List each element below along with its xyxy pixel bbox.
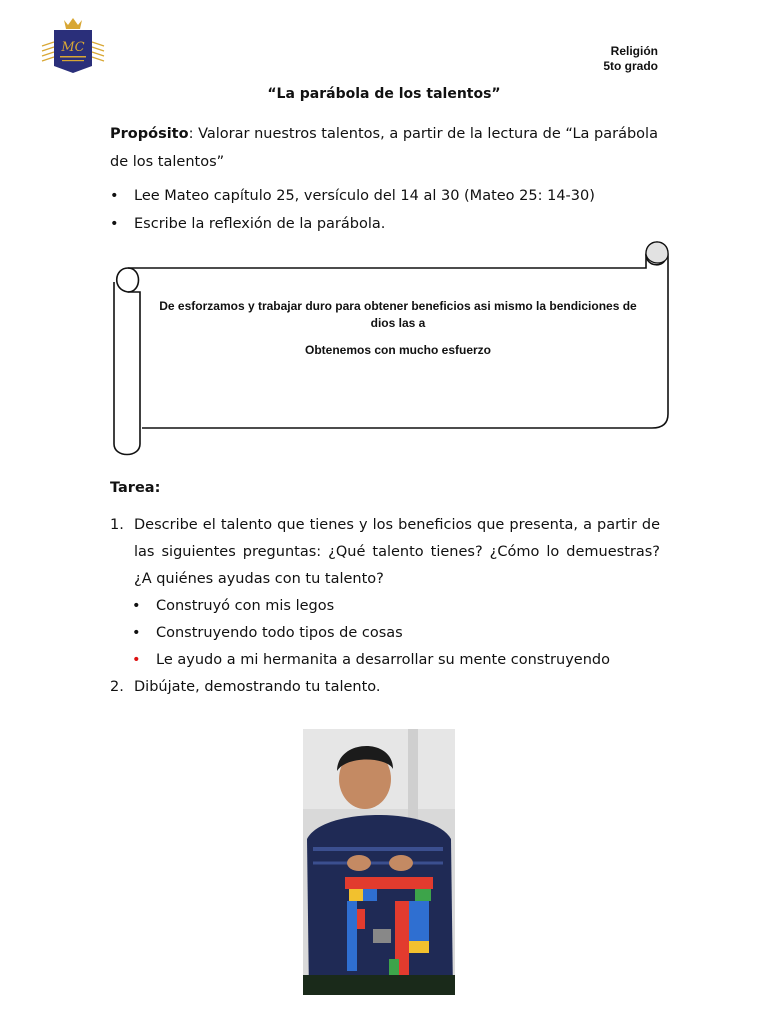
purpose-paragraph [110,120,660,176]
red-bullet-icon: • [132,652,141,668]
task-text: Describe el talento que tienes y los beneficios que presenta, a partir de las siguientes preguntas: ¿Qué talento tienes? ¿Cómo lo demuestras? ¿A quiénes ayudas con tu talento? [134,517,660,587]
task-number: 2. [110,679,124,695]
task-text: Dibújate, demostrando tu talento. [134,679,381,695]
task-item [110,512,660,593]
document-title: “La parábola de los talentos” [267,86,501,102]
instruction-list [110,182,670,238]
bullet-icon: • [132,598,141,614]
svg-text:MC: MC [61,40,85,55]
school-logo [40,16,106,76]
task-item [110,674,660,701]
instruction-item: • Escribe la reflexión de la parábola. [110,210,670,238]
task-number: 1. [110,517,124,533]
instruction-item: • Lee Mateo capítulo 25, versículo del 14 al 30 (Mateo 25: 14-30) [110,182,670,210]
header-info [603,44,658,74]
answer-item [110,647,660,674]
task-list [110,512,660,701]
reflection-text [150,298,646,359]
reflection-line: De esforzamos y trabajar duro para obtener beneficios asi mismo la bendiciones de dios las a [159,299,637,330]
answer-text: Construyó con mis legos [156,598,335,614]
answer-text: Construyendo todo tipos de cosas [156,625,403,641]
purpose-label: Propósito [110,126,189,142]
answer-item [110,620,660,647]
purpose-text: : Valorar nuestros talentos, a partir de la lectura de “La parábola de los talentos” [110,126,658,170]
answer-item [110,593,660,620]
subject-label: Religión [610,44,658,58]
tarea-heading: Tarea: [110,480,161,496]
grade-label: 5to grado [603,59,658,73]
bullet-icon: • [132,625,141,641]
answer-text: Le ayudo a mi hermanita a desarrollar su mente construyendo [156,652,610,668]
student-photo [303,729,455,995]
reflection-line: Obtenemos con mucho esfuerzo [304,343,492,357]
